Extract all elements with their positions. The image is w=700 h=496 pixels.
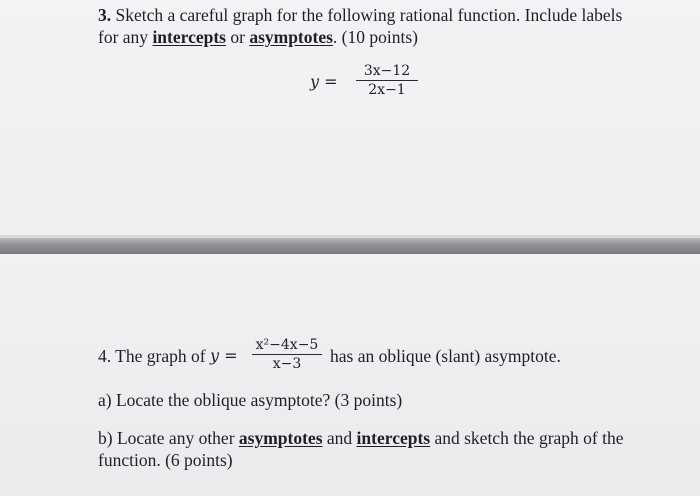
q4-part-b-mid: and — [322, 428, 357, 448]
q3-line2-post: . (10 points) — [332, 27, 418, 47]
q3-line1 — [98, 4, 622, 26]
q3-denominator: 2x−1 — [368, 82, 406, 98]
q4-intercepts-term: intercepts — [356, 428, 431, 448]
q4-part-b-post: and sketch the graph of the — [430, 428, 624, 448]
q4-lead — [98, 345, 206, 367]
q4-asymptotes-term: asymptotes — [238, 428, 323, 448]
q3-fraction-bar — [356, 80, 418, 81]
q4-part-a-text: Locate the oblique asymptote? (3 points) — [111, 390, 403, 410]
q4-part-a-label: a) — [98, 390, 112, 410]
q3-fraction — [356, 63, 418, 98]
q4-denominator: x−3 — [272, 356, 302, 372]
q3-equation-lhs: y = — [310, 72, 338, 91]
q4-fraction — [252, 337, 322, 372]
q4-part-b-pre: Locate any other — [112, 428, 239, 448]
page-divider — [0, 238, 700, 254]
q4-part-b-line1 — [98, 427, 624, 449]
q4-part-a — [98, 389, 402, 411]
q3-line1-text: Sketch a careful graph for the following rational function. Include labels — [111, 5, 623, 25]
q4-numerator: x²−4x−5 — [255, 337, 319, 353]
q4-part-b-label: b) — [98, 428, 113, 448]
q4-part-b-line2: function. (6 points) — [98, 450, 233, 470]
q4-trail: has an oblique (slant) asymptote. — [330, 346, 561, 366]
q3-number: 3. — [98, 5, 112, 25]
q4-equation-lhs: y = — [210, 346, 238, 365]
q4-lead-text: The graph of — [111, 346, 206, 366]
q3-line2-mid: or — [225, 27, 250, 47]
q3-numerator: 3x−12 — [363, 63, 411, 79]
q4-fraction-bar — [252, 354, 322, 355]
q3-line2-pre: for any — [98, 27, 153, 47]
q3-line2 — [98, 26, 418, 48]
q4-number: 4. — [98, 346, 112, 366]
q3-intercepts-term: intercepts — [152, 27, 226, 47]
q3-asymptotes-term: asymptotes — [249, 27, 333, 47]
